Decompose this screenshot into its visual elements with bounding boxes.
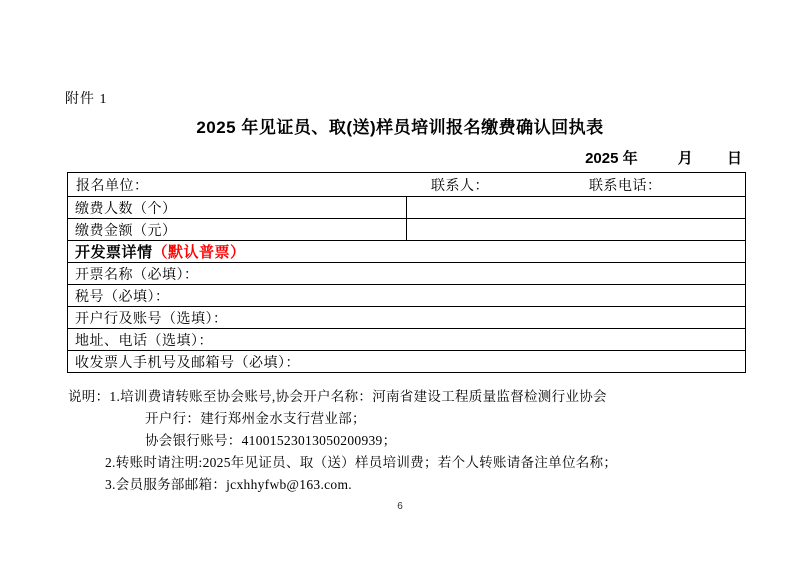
table-row-recipient-contact <box>68 351 746 373</box>
table-row-invoice-header <box>68 241 746 263</box>
applicant-row-cell <box>68 173 746 197</box>
registration-form-table <box>67 172 746 373</box>
tax-id-label: 税号（必填）： <box>68 285 746 307</box>
contact-phone-label: 联系电话： <box>589 178 662 194</box>
note-line-5: 3.会员服务部邮箱：jcxhhyfwb@163.com. <box>105 477 352 492</box>
notes-section <box>68 386 758 496</box>
payment-amount-value-cell <box>407 219 746 241</box>
table-row-invoice-name <box>68 263 746 285</box>
invoice-section-header <box>68 241 746 263</box>
payer-count-label: 缴费人数（个） <box>68 197 407 219</box>
payment-amount-label: 缴费金额（元） <box>68 219 407 241</box>
date-day: 日 <box>726 150 742 167</box>
invoice-header-title: 开发票详情 <box>75 244 153 261</box>
recipient-contact-label: 收发票人手机号及邮箱号（必填）： <box>68 351 746 373</box>
contact-person-label: 联系人： <box>431 178 489 194</box>
date-year: 2025 年 <box>585 150 638 167</box>
attachment-label: 附件 1 <box>65 92 108 107</box>
note-line-2: 开户行：建行郑州金水支行营业部； <box>145 411 366 426</box>
table-row-address-phone <box>68 329 746 351</box>
table-row-bank-account <box>68 307 746 329</box>
address-phone-label: 地址、电话（选填）： <box>68 329 746 351</box>
note-line-4: 2.转账时请注明:2025年见证员、取（送）样员培训费；若个人转账请备注单位名称； <box>105 455 618 470</box>
invoice-name-label: 开票名称（必填）： <box>68 263 746 285</box>
document-title: 2025 年见证员、取(送)样员培训报名缴费确认回执表 <box>196 118 604 137</box>
table-row-payment-amount <box>68 219 746 241</box>
payer-count-value-cell <box>407 197 746 219</box>
bank-account-label: 开户行及账号（选填）： <box>68 307 746 329</box>
date-month: 月 <box>677 150 693 167</box>
note-line-3: 协会银行账号：41001523013050200939； <box>145 433 397 448</box>
note-line-1: 说明：1.培训费请转账至协会账号,协会开户名称：河南省建设工程质量监督检测行业协会 <box>68 389 607 404</box>
applicant-unit-label: 报名单位： <box>76 178 149 194</box>
table-row-payer-count <box>68 197 746 219</box>
table-row-applicant <box>68 173 746 197</box>
page-number: 6 <box>397 501 403 512</box>
date-line <box>585 147 742 168</box>
invoice-header-default-note: （默认普票） <box>152 244 246 261</box>
table-row-tax-id <box>68 285 746 307</box>
